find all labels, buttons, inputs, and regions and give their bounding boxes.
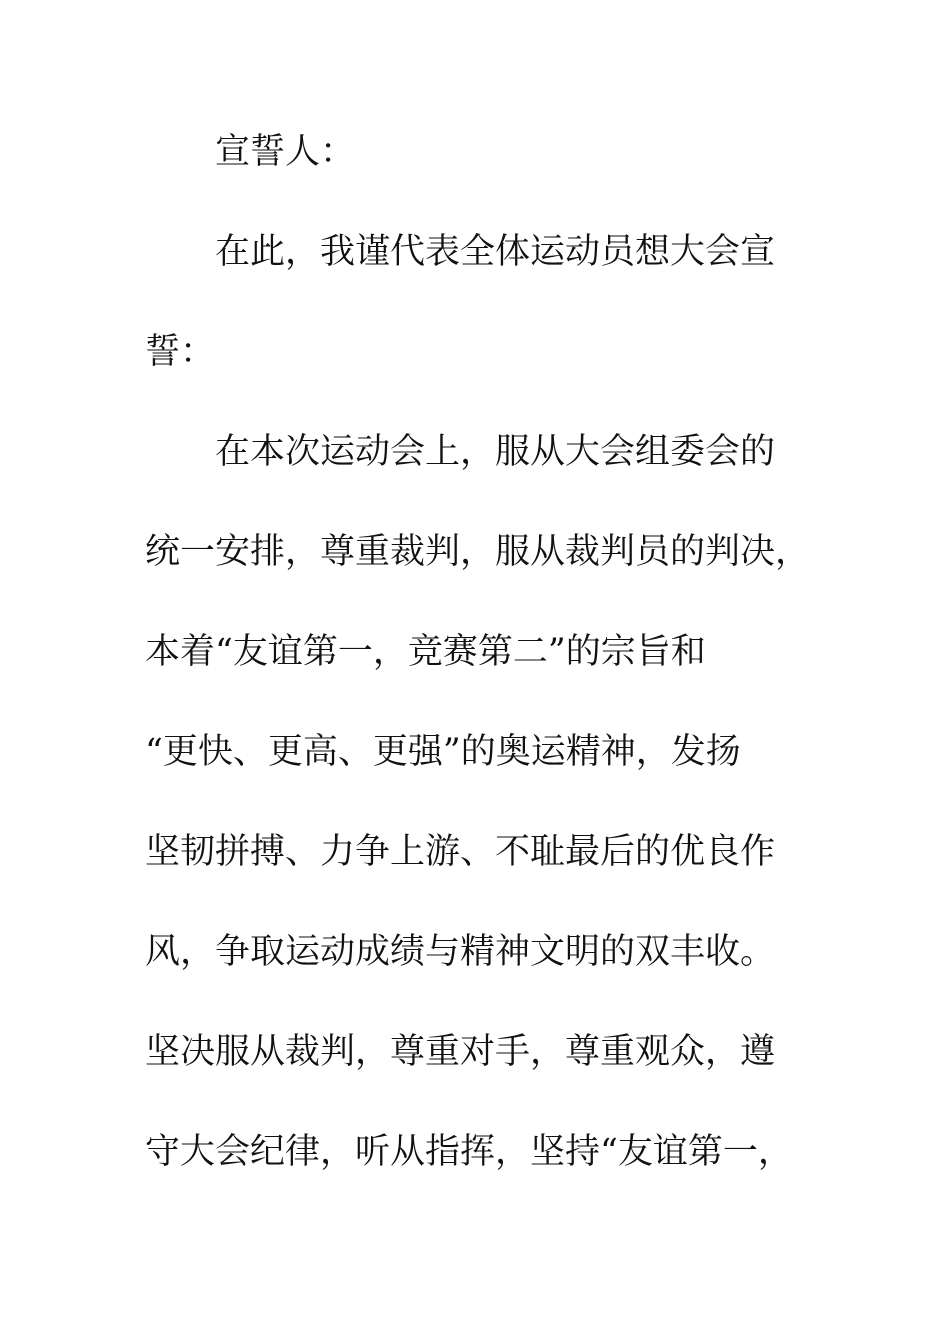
text-line-6: “更快、更高、更强”的奥运精神，发扬 xyxy=(145,732,741,772)
text-line-7: 坚韧拼搏、力争上游、不耻最后的优良作 xyxy=(145,832,776,872)
text-line-2: 誓： xyxy=(145,332,216,372)
text-line-1: 在此，我谨代表全体运动员想大会宣 xyxy=(215,232,776,272)
text-line-declarant: 宣誓人： xyxy=(215,132,356,172)
text-line-8: 风，争取运动成绩与精神文明的双丰收。 xyxy=(145,932,776,972)
text-line-4: 统一安排，尊重裁判，服从裁判员的判决， xyxy=(145,532,811,572)
text-line-3: 在本次运动会上，服从大会组委会的 xyxy=(215,432,776,472)
text-line-10: 守大会纪律，听从指挥，坚持“友谊第一， xyxy=(145,1132,793,1172)
text-line-9: 坚决服从裁判，尊重对手，尊重观众，遵 xyxy=(145,1032,776,1072)
text-line-5: 本着“友谊第一，竞赛第二”的宗旨和 xyxy=(145,632,706,672)
